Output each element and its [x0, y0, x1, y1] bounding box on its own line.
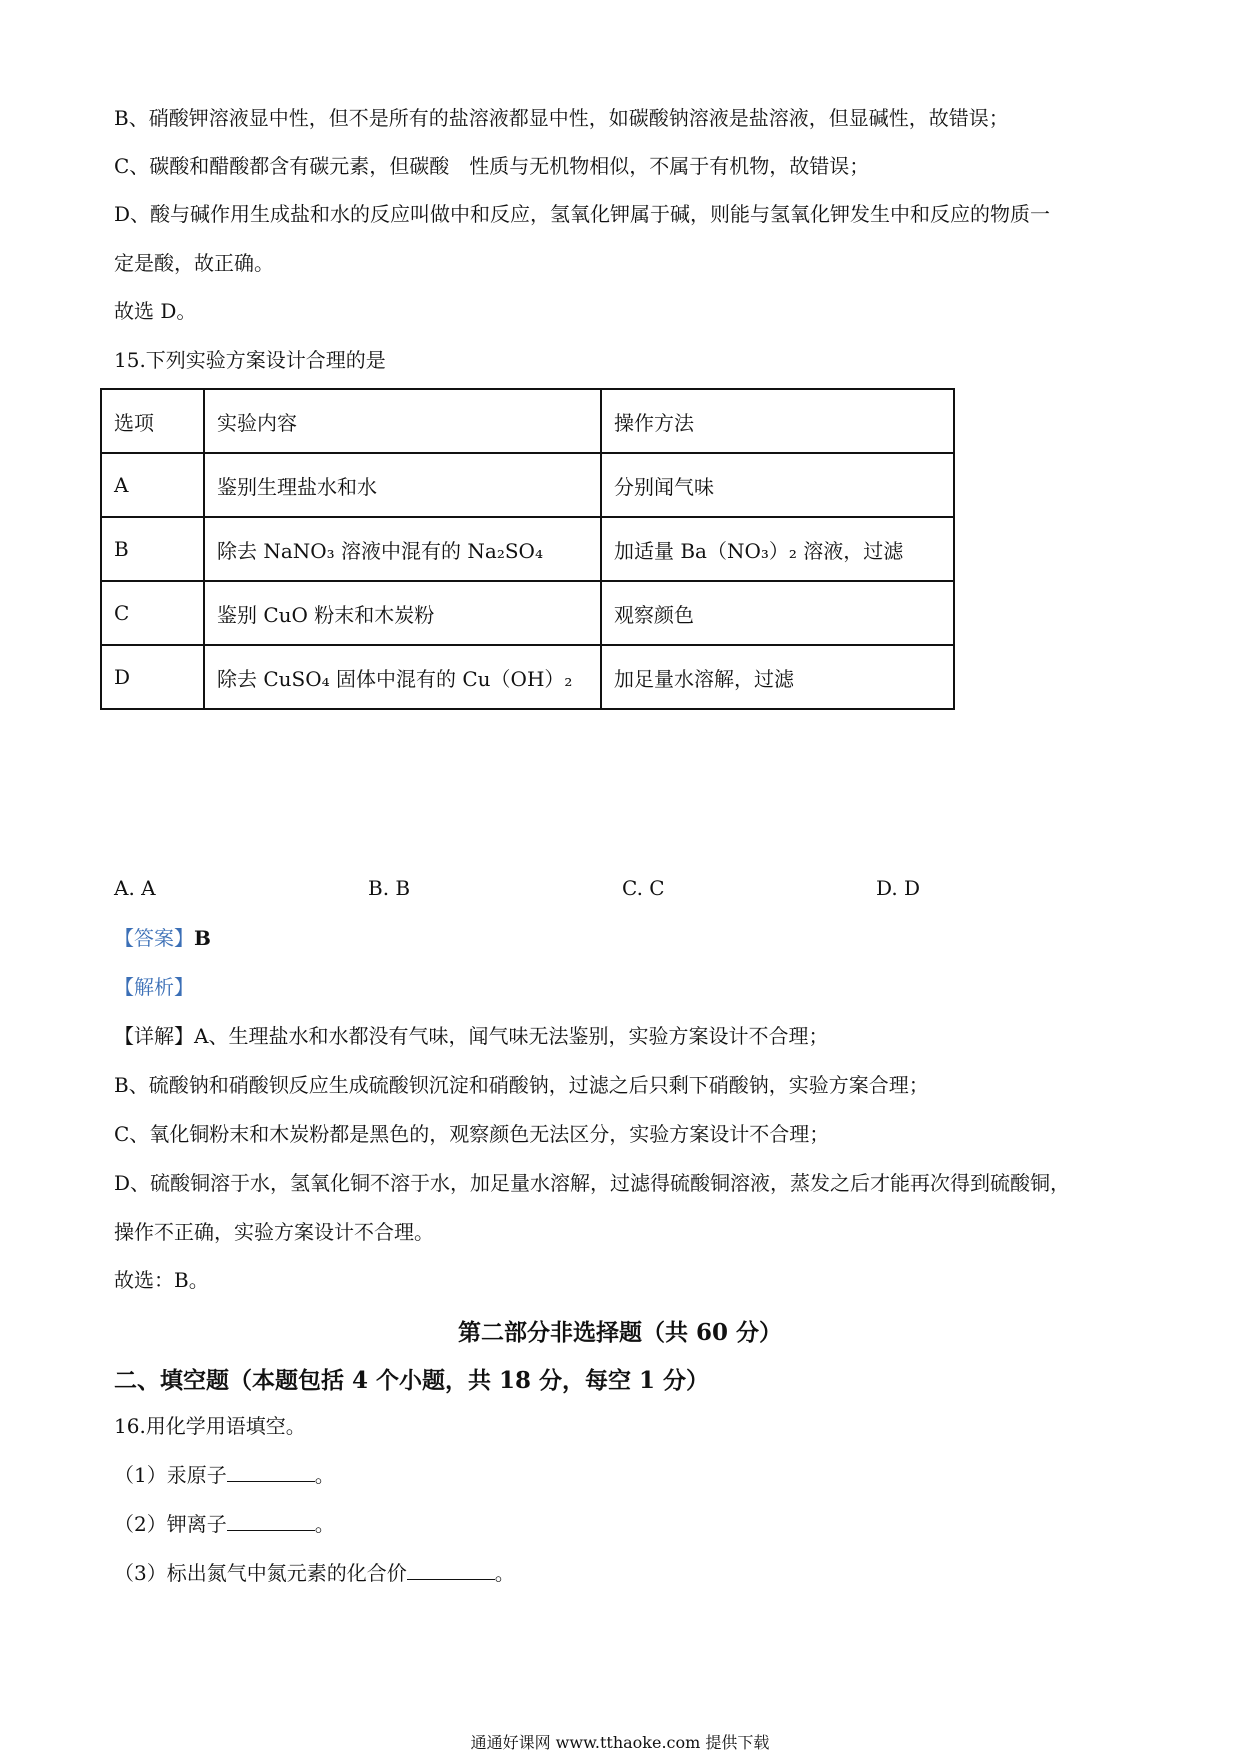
option-cell: D: [101, 645, 204, 709]
q16-item: [114, 1461, 335, 1489]
method-cell: 加足量水溶解，过滤: [601, 645, 954, 709]
q16-item-end: 。: [494, 1561, 515, 1585]
content-cell: 除去 NaNO₃ 溶液中混有的 Na₂SO₄: [204, 517, 601, 581]
answer-value: B: [194, 926, 211, 950]
answer-label: 【答案】: [114, 926, 194, 950]
answer-blank: [407, 1561, 495, 1580]
q16-item: [114, 1559, 515, 1587]
header-cell: 操作方法: [601, 389, 954, 453]
choice-c: C. C: [622, 876, 665, 900]
table-header-row: [101, 389, 954, 453]
method-cell: 观察颜色: [601, 581, 954, 645]
question-16-title: 16.用化学用语填空。: [114, 1414, 306, 1438]
footer-watermark: 通通好课网 www.tthaoke.com 提供下载: [470, 1733, 770, 1752]
q16-item-end: 。: [314, 1512, 335, 1536]
content-cell: 除去 CuSO₄ 固体中混有的 Cu（OH）₂: [204, 645, 601, 709]
q16-item-label: （3）标出氮气中氮元素的化合价: [114, 1561, 407, 1585]
detail-line: B、硫酸钠和硝酸钡反应生成硫酸钡沉淀和硝酸钠，过滤之后只剩下硝酸钠，实验方案合理；: [114, 1073, 929, 1097]
method-cell: 加适量 Ba（NO₃）₂ 溶液，过滤: [601, 517, 954, 581]
experiment-table: [100, 388, 955, 710]
answer-blank: [227, 1512, 315, 1531]
text-line: B、硝酸钾溶液显中性，但不是所有的盐溶液都显中性，如碳酸钠溶液是盐溶液，但显碱性，故错误；: [114, 106, 1009, 130]
table-row: [101, 581, 954, 645]
detail-line: 操作不正确，实验方案设计不合理。: [114, 1220, 434, 1244]
answer-line: [114, 924, 211, 952]
sub-title: 二、填空题（本题包括 4 个小题，共 18 分，每空 1 分）: [114, 1367, 710, 1394]
detail-line: C、氧化铜粉末和木炭粉都是黑色的，观察颜色无法区分，实验方案设计不合理；: [114, 1122, 830, 1146]
option-cell: A: [101, 453, 204, 517]
header-cell: 实验内容: [204, 389, 601, 453]
detail-line: 故选：B。: [114, 1268, 209, 1292]
table-row: [101, 645, 954, 709]
text-line: D、酸与碱作用生成盐和水的反应叫做中和反应，氢氧化钾属于碱，则能与氢氧化钾发生中和反应的物质一: [114, 202, 1051, 226]
q16-item: [114, 1510, 335, 1538]
choice-a: A. A: [114, 876, 156, 900]
table-row: [101, 453, 954, 517]
q16-item-label: （2）钾离子: [114, 1512, 227, 1536]
text-line: 定是酸，故正确。: [114, 251, 274, 275]
content-cell: 鉴别 CuO 粉末和木炭粉: [204, 581, 601, 645]
analysis-label: 【解析】: [114, 975, 194, 999]
choice-b: B. B: [368, 876, 411, 900]
option-cell: C: [101, 581, 204, 645]
detail-line: D、硫酸铜溶于水，氢氧化铜不溶于水，加足量水溶解，过滤得硫酸铜溶液，蒸发之后才能再次得到硫酸铜，: [114, 1171, 1071, 1195]
q16-item-end: 。: [314, 1463, 335, 1487]
table-row: [101, 517, 954, 581]
answer-blank: [227, 1463, 315, 1482]
text-line: C、碳酸和醋酸都含有碳元素，但碳酸 性质与无机物相似，不属于有机物，故错误；: [114, 154, 870, 178]
q16-item-label: （1）汞原子: [114, 1463, 227, 1487]
text-line: 故选 D。: [114, 299, 197, 323]
method-cell: 分别闻气味: [601, 453, 954, 517]
content-cell: 鉴别生理盐水和水: [204, 453, 601, 517]
detail-line: 【详解】A、生理盐水和水都没有气味，闻气味无法鉴别，实验方案设计不合理；: [114, 1024, 829, 1048]
header-cell: 选项: [101, 389, 204, 453]
section-title: 第二部分非选择题（共 60 分）: [457, 1319, 783, 1346]
option-cell: B: [101, 517, 204, 581]
question-15-title: 15.下列实验方案设计合理的是: [114, 348, 386, 372]
choice-d: D. D: [876, 876, 921, 900]
